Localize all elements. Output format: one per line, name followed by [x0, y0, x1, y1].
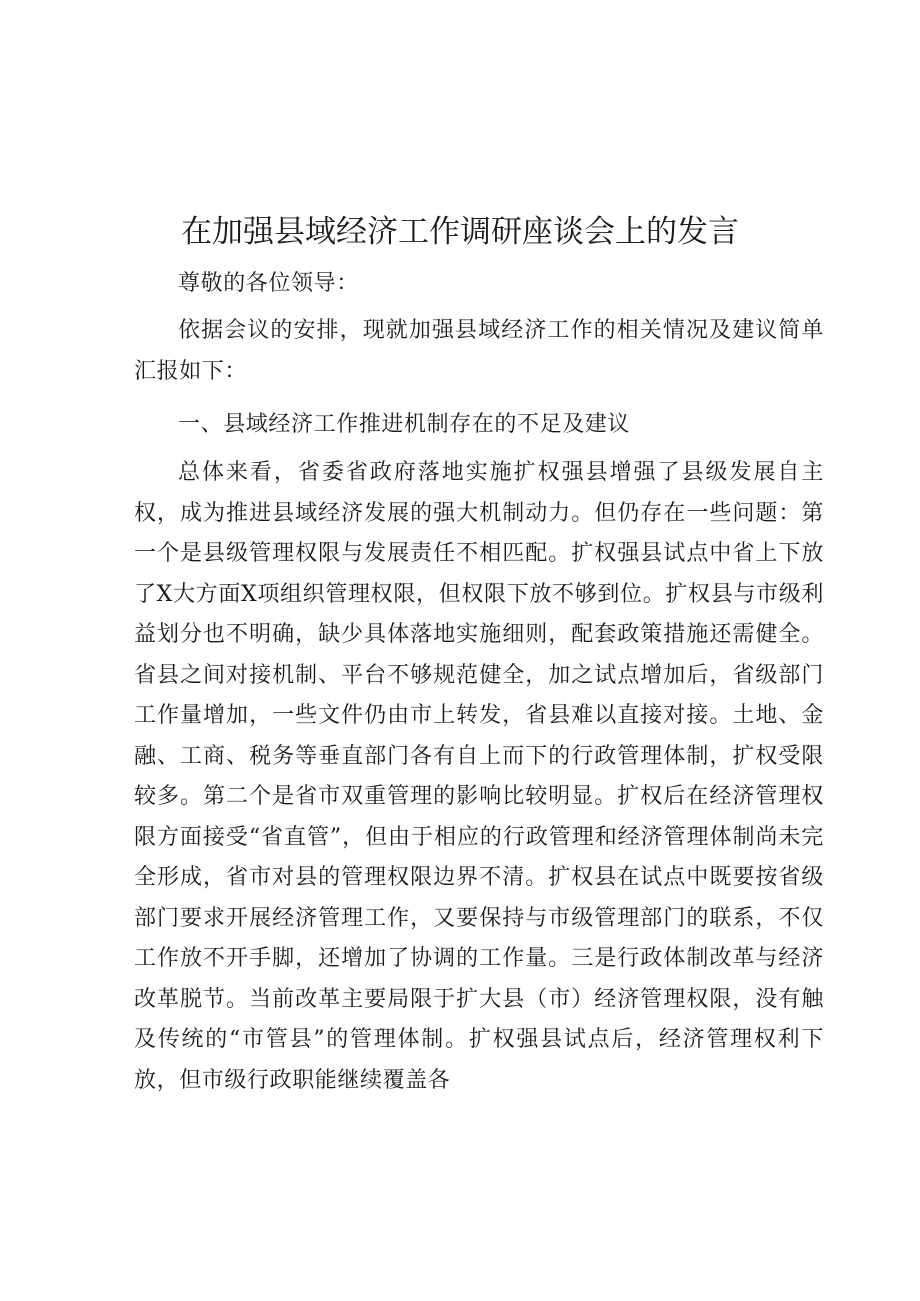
- salutation: 尊敬的各位领导：: [178, 271, 359, 296]
- main-paragraph: 总体来看，省委省政府落地实施扩权强县增强了县级发展自主权，成为推进县域经济发展的强大机制动力。但仍存在一些问题：第一个是县级管理权限与发展责任不相匹配。扩权强县试点中省上下放了X大方面X项组织管理权限，但权限下放不够到位。扩权县与市级利益划分也不明确，缺少具体落地实施细则，配套政策措施还需健全。省县之间对接机制、平台不够规范健全，加之试点增加后，省级部门工作量增加，一些文件仍由市上转发，省县难以直接对接。土地、金融、工商、税务等垂直部门各有自上而下的行政管理体制，扩权受限较多。第二个是省市双重管理的影响比较明显。扩权后在经济管理权限方面接受“省直管”，但由于相应的行政管理和经济管理体制尚未完全形成，省市对县的管理权限边界不清。扩权县在试点中既要按省级部门要求开展经济管理工作，又要保持与市级管理部门的联系，不仅工作放不开手脚，还增加了协调的工作量。三是行政体制改革与经济改革脱节。当前改革主要局限于扩大县（市）经济管理权限，没有触及传统的“市管县”的管理体制。扩权强县试点后，经济管理权利下放，但市级行政职能继续覆盖各: [134, 460, 824, 1093]
- section-heading: 一、县域经济工作推进机制存在的不足及建议: [178, 412, 631, 437]
- document-title: 在加强县域经济工作调研座谈会上的发言: [181, 214, 739, 250]
- intro-paragraph: 依据会议的安排，现就加强县域经济工作的相关情况及建议简单汇报如下：: [134, 318, 824, 384]
